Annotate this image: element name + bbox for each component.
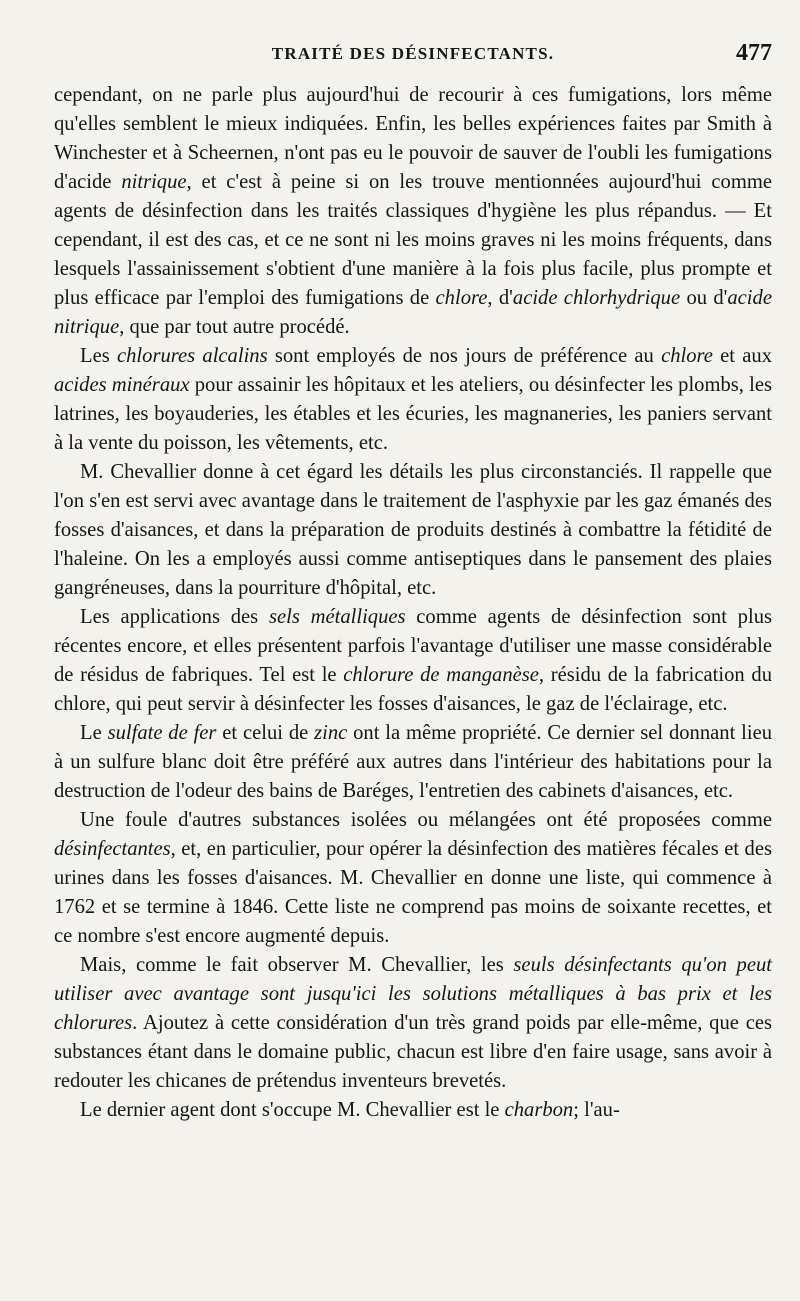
paragraph bbox=[54, 81, 772, 342]
italic-term: chlore bbox=[435, 287, 488, 309]
text-run: comme agents de désinfection sont plus récentes encore, et elles présentent parfois l'avantage d'utiliser une masse considérable de résidus de fabriques. Tel est le bbox=[54, 606, 773, 686]
text-run: ont la même propriété. Ce dernier sel donnant lieu à un sulfure blanc doit être préféré aux autres dans l'intérieur des habitations pour la destruction de l'odeur des bains de Baréges, l'entretien des cabinets d'aisances, etc. bbox=[54, 722, 773, 802]
paragraph bbox=[54, 458, 772, 603]
text-run: pour assainir les hôpitaux et les ateliers, ou désinfecter les plombs, les latrines, les boyauderies, les étables et les écuries, les magnaneries, les paniers servant à la vente du poisson, les vêtements, etc. bbox=[54, 374, 772, 454]
italic-term: désinfectantes bbox=[54, 838, 171, 860]
italic-term: acide nitrique bbox=[54, 287, 772, 338]
text-run: Les applications des bbox=[80, 606, 269, 628]
italic-term: nitrique bbox=[121, 171, 187, 193]
text-run: , résidu de la fabrication du chlore, qui peut servir à désinfecter les fosses d'aisances, le gaz de l'éclairage, etc. bbox=[54, 664, 772, 715]
text-run: ; l'au- bbox=[573, 1099, 620, 1121]
text-run: Le bbox=[80, 722, 108, 744]
text-run: M. Chevallier donne à cet égard les détails les plus circonstanciés. Il rappelle que l'on s'en est servi avec avantage dans le traitement de l'asphyxie par les gaz émanés des fosses d'aisances, et dans la préparation de produits destinés à combattre la fétidité de l'haleine. On les a employés aussi comme antiseptiques dans le pansement des plaies gangréneuses, dans la pourriture d'hôpital, etc. bbox=[54, 461, 772, 599]
text-run: . Ajoutez à cette considération d'un très grand poids par elle-même, que ces substances étant dans le domaine public, chacun est libre d'en faire usage, sans avoir à redouter les chicanes de prétendus inventeurs brevetés. bbox=[54, 1012, 772, 1092]
paragraph bbox=[54, 603, 772, 719]
italic-term: charbon bbox=[504, 1099, 574, 1121]
text-run: ou d' bbox=[680, 287, 728, 309]
text-run: Mais, comme le fait observer M. Chevallier, les bbox=[80, 954, 514, 976]
paragraph bbox=[54, 951, 772, 1096]
italic-term: seuls désinfectants qu'on peut utiliser avec avantage sont jusqu'ici les solutions métalliques à bas prix et les chlorures bbox=[54, 954, 772, 1034]
paragraph bbox=[54, 342, 772, 458]
paragraph bbox=[54, 719, 772, 806]
paragraph bbox=[54, 806, 772, 951]
page-number: 477 bbox=[736, 40, 772, 66]
running-title: TRAITÉ DES DÉSINFECTANTS. bbox=[271, 44, 555, 63]
italic-term: zinc bbox=[314, 722, 348, 744]
text-run: Une foule d'autres substances isolées ou mélangées ont été proposées comme bbox=[80, 809, 772, 831]
italic-term: acide chlorhydrique bbox=[512, 287, 681, 309]
italic-term: chlorures alcalins bbox=[116, 345, 268, 367]
italic-term: sulfate de fer bbox=[107, 722, 217, 744]
italic-term: sels métalliques bbox=[268, 606, 406, 628]
text-run: , d' bbox=[487, 287, 513, 309]
text-run: sont employés de nos jours de préférence au bbox=[267, 345, 662, 367]
body-text bbox=[54, 81, 772, 1125]
text-run: , que par tout autre procédé. bbox=[119, 316, 350, 338]
text-run: et aux bbox=[712, 345, 773, 367]
italic-term: chlorure de manganèse bbox=[343, 664, 539, 686]
text-run: , et c'est à peine si on les trouve mentionnées aujourd'hui comme agents de désinfection dans les traités classiques d'hygiène les plus répandus. — Et cependant, il est des cas, et ce ne sont ni les moins graves ni les moins fréquents, dans lesquels l'assainissement s'obtient d'une manière à la fois plus facile, plus prompte et plus efficace par l'emploi des fumigations de bbox=[54, 171, 772, 309]
italic-term: acides minéraux bbox=[54, 374, 190, 396]
text-run: Le dernier agent dont s'occupe M. Chevallier est le bbox=[80, 1099, 505, 1121]
text-run: et celui de bbox=[216, 722, 315, 744]
paragraph bbox=[54, 1096, 772, 1125]
page-header bbox=[54, 40, 772, 70]
text-run: , et, en particulier, pour opérer la désinfection des matières fécales et des urines dans les fosses d'aisances. M. Chevallier en donne une liste, qui commence à 1762 et se termine à 1846. Cette liste ne comprend pas moins de soixante recettes, et ce nombre s'est encore augmenté depuis. bbox=[54, 838, 772, 947]
text-run: Les bbox=[80, 345, 117, 367]
italic-term: chlore bbox=[661, 345, 713, 367]
text-run: cependant, on ne parle plus aujourd'hui de recourir à ces fumigations, lors même qu'elles semblent le mieux indiquées. Enfin, les belles expériences faites par Smith à Winchester et à Scheernen, n'ont pas eu le pouvoir de sauver de l'oubli les fumigations d'acide bbox=[54, 84, 772, 193]
